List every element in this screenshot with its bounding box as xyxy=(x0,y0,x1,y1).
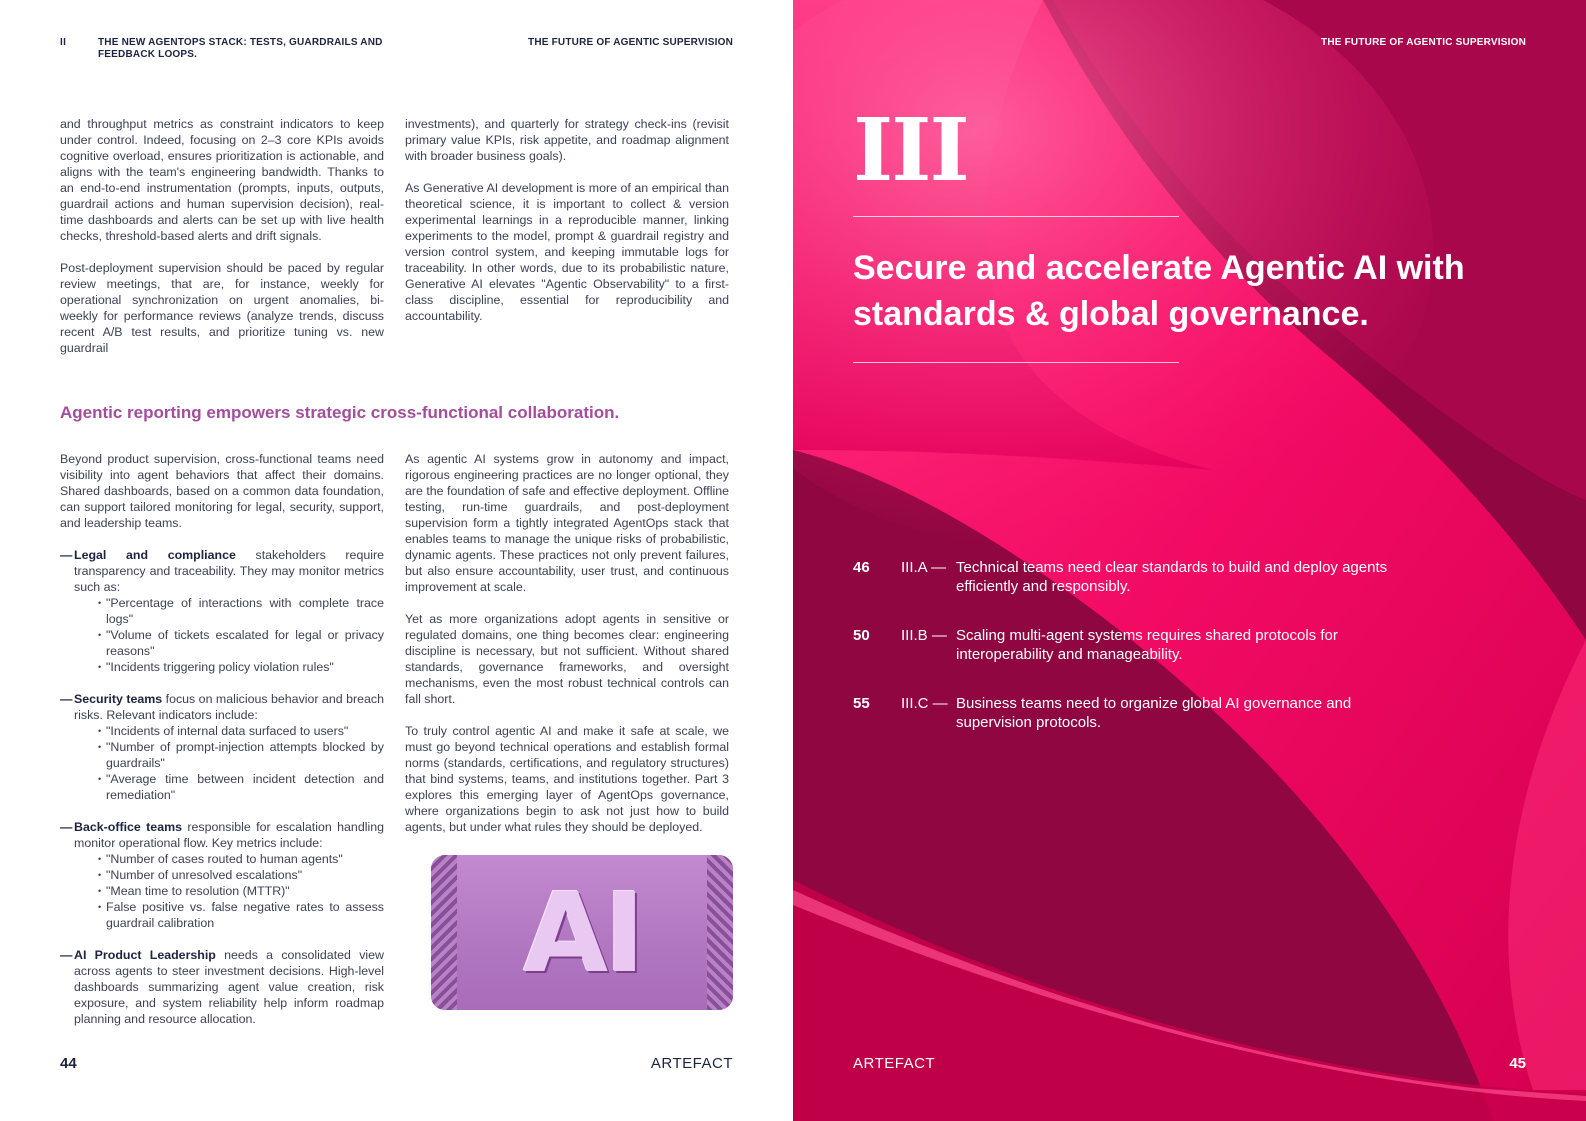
paragraph: As agentic AI systems grow in autonomy and impact, rigorous engineering practices are no longer optional, they are the foundation of safe and effective deployment. Offline testing, run-time guardrails, and post-deployment supervision form a tightly integrated AgentOps stack that enables teams to manage the unique risks of probabilistic, dynamic agents. These practices not only prevent failures, but also ensure accountability, user trust, and continuous improvement at scale. xyxy=(405,452,729,594)
column-1-top xyxy=(60,116,384,372)
group-lead-bold: Security teams xyxy=(74,692,163,706)
toc-section-title: Technical teams need clear standards to build and deploy agents efficiently and responsibly. xyxy=(956,559,1388,595)
dash-marker: — xyxy=(60,692,73,706)
chapter-number: II xyxy=(60,37,67,48)
right-page xyxy=(793,0,1586,1121)
list-item: • "Number of cases routed to human agents" xyxy=(100,851,384,867)
page-number: 44 xyxy=(60,1055,77,1072)
dash-marker: — xyxy=(60,948,73,962)
list-group-product-leadership xyxy=(60,947,384,1027)
list-group-back-office xyxy=(60,819,384,931)
group-lead-bold: AI Product Leadership xyxy=(74,948,216,962)
ai-letters: AI xyxy=(522,869,642,997)
toc-section-title: Scaling multi-agent systems requires shared protocols for interoperability and manageability. xyxy=(956,627,1338,663)
paragraph: Post-deployment supervision should be paced by regular review meetings, that are, for instance, weekly for operational synchronization on urgent anomalies, bi-weekly for performance reviews (analyze trends, discuss recent A/B test results, and prioritize tuning vs. new guardrail xyxy=(60,261,384,355)
list-item: • "Mean time to resolution (MTTR)" xyxy=(100,883,384,899)
toc-item-iii-c[interactable] xyxy=(853,694,1413,732)
list-item: • "Incidents of internal data surfaced to users" xyxy=(100,723,384,739)
artefact-logo: ARTEFACT xyxy=(650,1055,733,1072)
chapter-title: THE NEW AGENTOPS STACK: TESTS, GUARDRAILS AND FEEDBACK LOOPS. xyxy=(98,37,383,60)
toc-item-iii-a[interactable] xyxy=(853,558,1413,596)
dash-marker: — xyxy=(60,820,73,834)
dash-marker: — xyxy=(60,548,73,562)
paragraph: Yet as more organizations adopt agents in sensitive or regulated domains, one thing becomes clear: engineering discipline is necessary, but not sufficient. Without shared standards, governance frameworks, and oversight mechanisms, even the most robust technical controls can fall short. xyxy=(405,612,729,706)
list-item: • "Number of prompt-injection attempts blocked by guardrails" xyxy=(100,739,384,771)
column-2-top xyxy=(405,116,729,340)
group-lead-bold: Back-office teams xyxy=(74,820,182,834)
list-item: • "Percentage of interactions with complete trace logs" xyxy=(100,595,384,627)
paragraph: and throughput metrics as constraint indicators to keep under control. Indeed, focusing on 2–3 core KPIs avoids cognitive overload, ensures prioritization is actionable, and aligns with the team's engineering bandwidth. Thanks to an end-to-end instrumentation (prompts, inputs, outputs, guardrail actions and human supervision decision), real-time dashboards and alerts can be set up with live health checks, threshold-based alerts and drift signals. xyxy=(60,117,384,243)
toc-section-title: Business teams need to organize global AI governance and supervision protocols. xyxy=(956,695,1352,731)
page-number: 45 xyxy=(1509,1055,1526,1072)
paragraph: Beyond product supervision, cross-functional teams need visibility into agent behaviors that affect their domains. Shared dashboards, based on a common data foundation, can support tailored monitoring for legal, security, support, and leadership teams. xyxy=(60,452,384,530)
group-lead-text: stakeholders require transparency and traceability. They may monitor metrics such as: xyxy=(74,548,384,594)
running-title: THE FUTURE OF AGENTIC SUPERVISION xyxy=(528,37,733,48)
column-1-bottom xyxy=(60,451,384,1043)
toc-page-number: 50 xyxy=(853,627,870,644)
group-lead-text: needs a consolidated view across agents to steer investment decisions. High-level dashboards summarizing agent value creation, risk exposure, and system reliability help inform roadmap planning and resource allocation. xyxy=(74,948,384,1026)
divider-rule xyxy=(853,362,1179,363)
list-item: • "Incidents triggering policy violation rules" xyxy=(100,659,384,675)
paragraph: To truly control agentic AI and make it safe at scale, we must go beyond technical operations and establish formal norms (standards, certifications, and regulatory structures) that bind systems, teams, and institutions together. Part 3 explores this emerging layer of AgentOps governance, where organizations begin to ask not just how to build agents, but under what rules they should be deployed. xyxy=(405,724,729,834)
toc-item-iii-b[interactable] xyxy=(853,626,1413,664)
running-title: THE FUTURE OF AGENTIC SUPERVISION xyxy=(1321,37,1526,48)
divider-rule xyxy=(853,216,1179,217)
toc-section-code: III.C — xyxy=(901,695,948,712)
group-lead-text: responsible for escalation handling monitor operational flow. Key metrics include: xyxy=(74,820,384,850)
artefact-logo: ARTEFACT xyxy=(853,1055,936,1072)
list-group-legal xyxy=(60,547,384,675)
table-of-contents xyxy=(853,558,1413,762)
toc-section-code: III.B — xyxy=(901,627,947,644)
toc-page-number: 46 xyxy=(853,559,870,576)
paragraph: investments), and quarterly for strategy check-ins (revisit primary value KPIs, risk appetite, and roadmap alignment with broader business goals). xyxy=(405,117,729,163)
part-title: Secure and accelerate Agentic AI with standards & global governance. xyxy=(853,249,1465,333)
toc-section-code: III.A — xyxy=(901,559,947,576)
group-lead-bold: Legal and compliance xyxy=(74,548,236,562)
list-item: • "Volume of tickets escalated for legal or privacy reasons" xyxy=(100,627,384,659)
section-heading: Agentic reporting empowers strategic cross-functional collaboration. xyxy=(60,403,620,422)
list-item: • "Number of unresolved escalations" xyxy=(100,867,384,883)
part-numeral: III xyxy=(853,100,968,201)
paragraph: As Generative AI development is more of an empirical than theoretical science, it is important to collect & version experimental learnings in a reproducible manner, linking experiments to the model, prompt & guardrail registry and version control system, and keeping immutable logs for traceability. In other words, due to its probabilistic nature, Generative AI elevates "Agentic Observability" to a first-class discipline, essential for reproducibility and accountability. xyxy=(405,181,729,323)
list-item: • False positive vs. false negative rates to assess guardrail calibration xyxy=(100,899,384,931)
list-group-security xyxy=(60,691,384,803)
list-item: • "Average time between incident detection and remediation" xyxy=(100,771,384,803)
column-2-bottom xyxy=(405,451,729,851)
group-lead-text: focus on malicious behavior and breach risks. Relevant indicators include: xyxy=(74,692,384,722)
ai-illustration xyxy=(431,855,733,1010)
toc-page-number: 55 xyxy=(853,695,870,712)
